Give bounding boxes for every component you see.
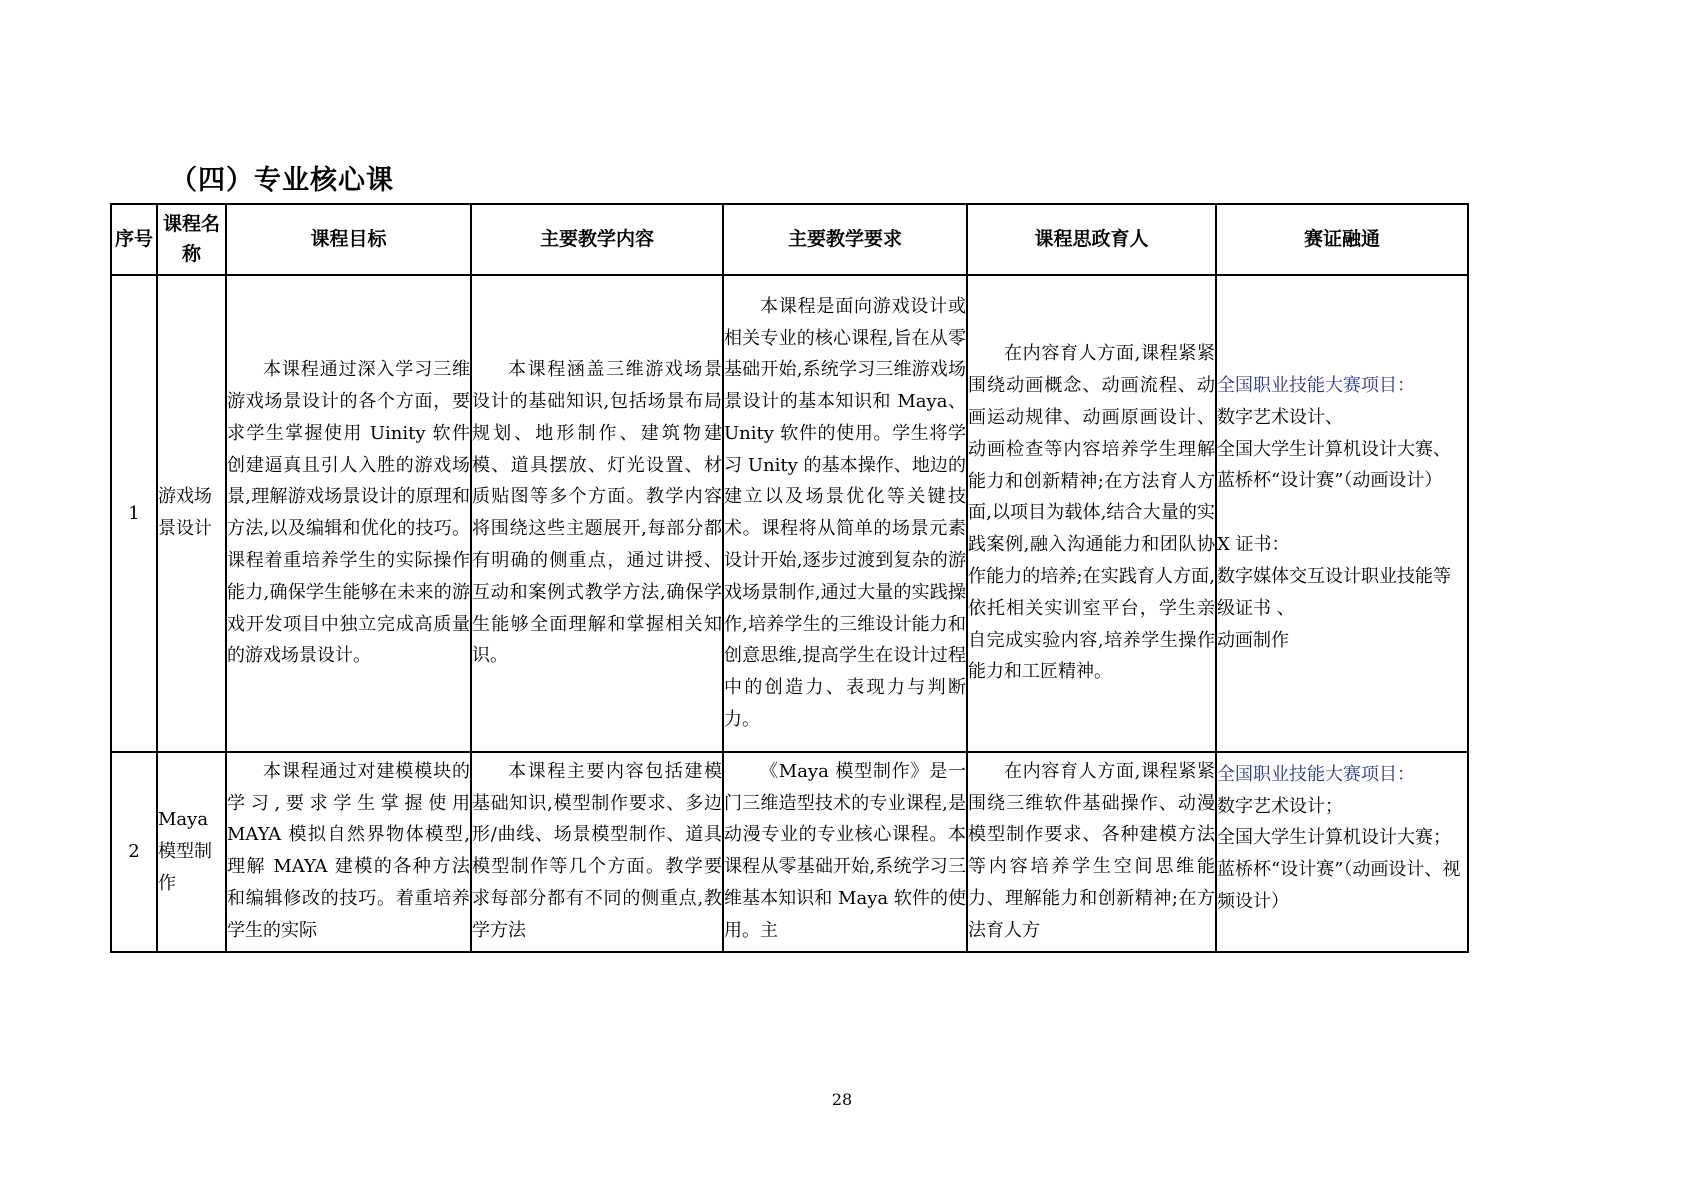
- competition-title: 全国职业技能大赛项目：: [1217, 375, 1415, 397]
- row1-requirements-text: 本课程是面向游戏设计或相关专业的核心课程,旨在从零基础开始,系统学习三维游戏场景设计的基本知识和 Maya、Unity 软件的使用。学生将学习 Unity 的基本操作、地边的建立以及场景优化等关键技术。课程将从简单的场景元素设计开始,逐步过渡到复杂的游戏场景制作,通过大量的实践操作,培养学生的三维设计能力和创意思维,提高学生在设计过程中的创造力、表现力与判断力。: [724, 295, 966, 731]
- certificate-item: 动画制作: [1217, 629, 1289, 651]
- table-header-row: [111, 204, 1468, 275]
- table-row: [111, 275, 1468, 752]
- competition-item: 全国大学生计算机设计大赛；: [1217, 827, 1451, 849]
- header-requirements: 主要教学要求: [723, 204, 967, 275]
- row2-content-cell: [471, 752, 723, 952]
- competition-block: [1217, 370, 1467, 497]
- competition-item: 蓝桥杯“设计赛”（动画设计）: [1217, 470, 1443, 492]
- row1-ideology-cell: [967, 275, 1216, 752]
- header-ideology: 课程思政育人: [967, 204, 1216, 275]
- core-course-table: [110, 203, 1469, 953]
- row1-content-text: 本课程涵盖三维游戏场景设计的基础知识,包括场景布局规划、地形制作、建筑物建模、道具摆放、灯光设置、材质贴图等多个方面。教学内容将围绕这些主题展开,每部分都有明确的侧重点，通过讲授、互动和案例式教学方法,确保学生能够全面理解和掌握相关知识。: [472, 359, 722, 667]
- row1-course-name: 游戏场景设计: [157, 275, 226, 752]
- competition-item: 全国大学生计算机设计大赛、: [1217, 438, 1451, 460]
- row1-objectives-text: 本课程通过深入学习三维游戏场景设计的各个方面，要求学生掌握使用 Uinity 软件创建逼真且引人入胜的游戏场景,理解游戏场景设计的原理和方法,以及编辑和优化的技巧。课程着重培养学生的实际操作能力,确保学生能够在未来的游戏开发项目中独立完成高质量的游戏场景设计。: [227, 359, 470, 667]
- table-row: [111, 752, 1468, 952]
- competition-item: 蓝桥杯“设计赛”（动画设计、视频设计）: [1217, 859, 1461, 912]
- competition-item: 数字艺术设计；: [1217, 795, 1343, 817]
- row2-ideology-cell: [967, 752, 1216, 952]
- header-content: 主要教学内容: [471, 204, 723, 275]
- header-competition-cert: 赛证融通: [1216, 204, 1468, 275]
- row1-index: 1: [111, 275, 157, 752]
- header-course-name: 课程名称: [157, 204, 226, 275]
- row2-ideology-text: 在内容育人方面,课程紧紧围绕三维软件基础操作、动漫模型制作要求、各种建模方法等内容培养学生空间思维能力、理解能力和创新精神;在方法育人方: [968, 760, 1215, 941]
- competition-item: 数字艺术设计、: [1217, 406, 1343, 428]
- row1-competition-cert-cell: [1216, 275, 1468, 752]
- row1-objectives-cell: [226, 275, 471, 752]
- row2-requirements-text: 《Maya 模型制作》是一门三维造型技术的专业课程,是动漫专业的专业核心课程。本课程从零基础开始,系统学习三维基本知识和 Maya 软件的使用。主: [724, 760, 966, 941]
- row2-competition-cert-cell: [1216, 752, 1468, 952]
- row2-content-text: 本课程主要内容包括建模基础知识,模型制作要求、多边形/曲线、场景模型制作、道具模型制作等几个方面。教学要求每部分都有不同的侧重点,教学方法: [472, 760, 722, 941]
- row2-requirements-cell: [723, 752, 967, 952]
- competition-block: [1217, 759, 1467, 951]
- certificate-block: [1217, 529, 1467, 656]
- certificate-item: 数字媒体交互设计职业技能等级证书 、: [1217, 566, 1451, 619]
- row2-course-name: Maya模型制作: [157, 752, 226, 952]
- row2-index: 2: [111, 752, 157, 952]
- section-heading: （四）专业核心课: [170, 165, 394, 196]
- header-objectives: 课程目标: [226, 204, 471, 275]
- certificate-title: X 证书：: [1217, 534, 1290, 556]
- competition-title: 全国职业技能大赛项目：: [1217, 763, 1415, 785]
- header-index: 序号: [111, 204, 157, 275]
- row1-content-cell: [471, 275, 723, 752]
- row2-objectives-cell: [226, 752, 471, 952]
- row1-ideology-text: 在内容育人方面,课程紧紧围绕动画概念、动画流程、动画运动规律、动画原画设计、动画检查等内容培养学生理解能力和创新精神;在方法育人方面,以项目为载体,结合大量的实践案例,融入沟通能力和团队协作能力的培养;在实践育人方面,依托相关实训室平台，学生亲自完成实验内容,培养学生操作能力和工匠精神。: [968, 343, 1215, 683]
- row1-requirements-cell: [723, 275, 967, 752]
- row2-objectives-text: 本课程通过对建模模块的学习,要求学生掌握使用 MAYA 模拟自然界物体模型,理解 MAYA 建模的各种方法和编辑修改的技巧。着重培养学生的实际: [227, 760, 470, 941]
- page-number: 28: [831, 1090, 853, 1109]
